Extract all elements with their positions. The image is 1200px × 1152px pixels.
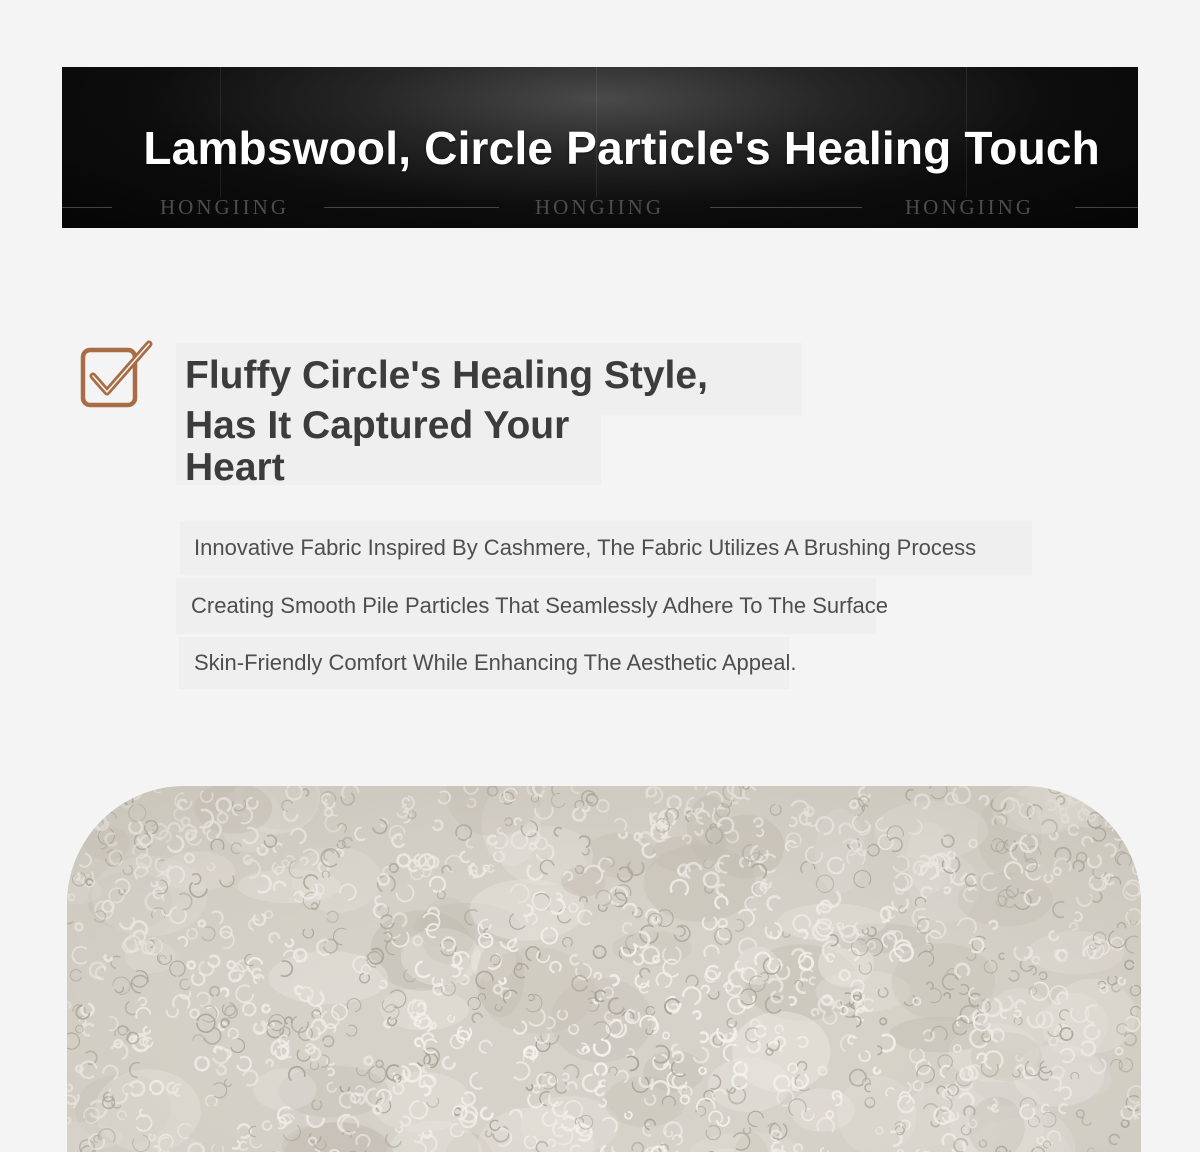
feature-heading-line: Heart (185, 446, 285, 489)
wool-curl (1119, 805, 1130, 816)
wool-curl (1130, 816, 1136, 823)
wool-curl (1136, 804, 1141, 822)
wool-curl (1063, 786, 1069, 791)
wool-curl (1095, 788, 1108, 806)
checkbox-check-icon (78, 338, 156, 410)
feature-heading-line: Fluffy Circle's Healing Style, (185, 354, 708, 397)
wool-curl (83, 814, 98, 825)
wool-curl (1079, 786, 1094, 796)
description-line: Skin-Friendly Comfort While Enhancing The Aesthetic Appeal. (194, 650, 797, 675)
fabric-texture (67, 786, 1141, 1152)
brand-rule (62, 207, 112, 208)
wool-curl (1120, 815, 1136, 831)
feature-heading (185, 356, 745, 487)
banner-title: Lambswool, Circle Particle's Healing Touch (143, 122, 1100, 174)
wool-curl (1133, 799, 1141, 810)
brand-rule (324, 207, 499, 208)
brand-watermark: HONGIING (535, 195, 664, 219)
fabric-closeup-image (67, 786, 1141, 1152)
description-line: Innovative Fabric Inspired By Cashmere, The Fabric Utilizes A Brushing Process (194, 535, 977, 560)
brand-rule (710, 207, 862, 208)
brand-watermark: HONGIING (905, 195, 1034, 219)
feature-heading-line: Has It Captured Your (185, 404, 570, 447)
hero-banner (62, 67, 1138, 228)
brand-watermark: HONGIING (160, 195, 289, 219)
brand-watermark-row (62, 195, 1138, 219)
wool-curl (1101, 787, 1110, 796)
wool-curl (70, 802, 78, 810)
wool-curl (1104, 805, 1113, 814)
brand-rule (1075, 207, 1138, 208)
description-line: Creating Smooth Pile Particles That Seamlessly Adhere To The Surface (191, 593, 889, 618)
wool-curl (87, 791, 97, 801)
